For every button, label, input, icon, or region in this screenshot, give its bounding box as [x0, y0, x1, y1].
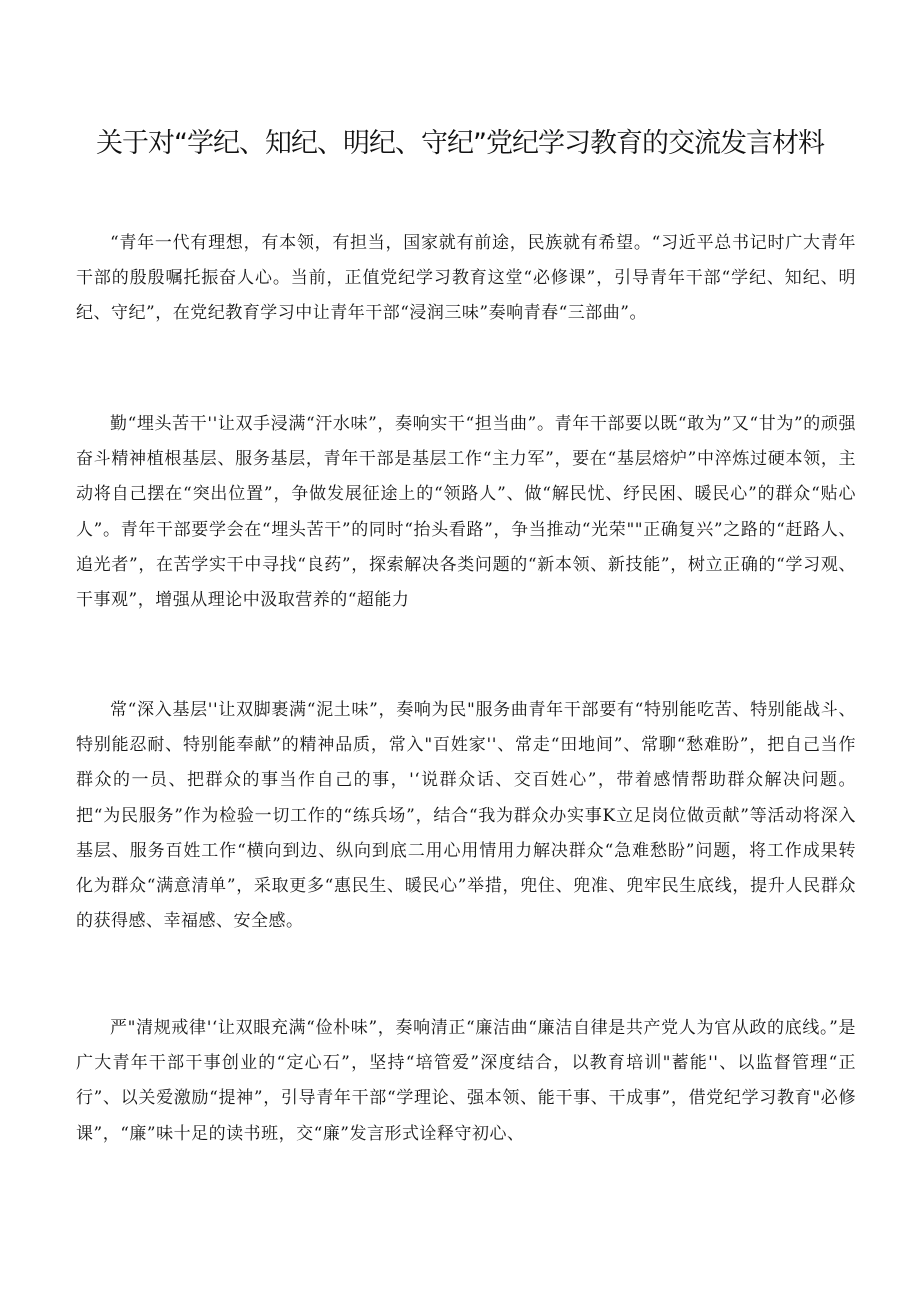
- paragraph-diligence: 勤“埋头苦干''让双手浸满“汗水味”，奏响实干“担当曲”。青年干部要以既“敢为”又“甘为”的顽强奋斗精神植根基层、服务基层，青年干部是基层工作“主力军”，要在“基层熔炉”中淬炼过硬本领，主动将自己摆在“突出位置”，争做发展征途上的“领路人”、做“解民忧、纾民困、暖民心”的群众“贴心人”。青年干部要学会在“埋头苦干”的同时“抬头看路”，争当推动“光荣""正确复兴”之路的“赶路人、追光者”，在苦学实干中寻找“良药”，探索解决各类问题的“新本领、新技能”，树立正确的“学习观、干事观”，增强从理论中汲取营养的“超能力: [76, 414, 856, 611]
- paragraph-discipline: 严"清规戒律'‘让双眼充满“俭朴味”，奏响清正“廉洁曲“廉洁自律是共产党人为官从政的底线。”是广大青年干部干事创业的“定心石”，坚持“培管爱”深度结合，以教育培训"蓄能''、以监督管理“正行”、以关爱激励“提神”，引导青年干部“学理论、强本领、能干事、干成事”，借党纪学习教育"必修课”，“廉”味十足的读书班，交“廉”发言形式诠释守初心、: [76, 1018, 856, 1144]
- paragraph-intro: “青年一代有理想，有本领，有担当，国家就有前途，民族就有希望。“习近平总书记时广大青年干部的殷殷嘱托振奋人心。当前，正值党纪学习教育这堂“必修课”，引导青年干部“学纪、知纪、明纪、守纪”，在党纪教育学习中让青年干部“浸润三味”奏响青春“三部曲”。: [76, 233, 856, 324]
- paragraph-grassroots: 常“深入基层''让双脚裹满“泥土味”，奏响为民"服务曲青年干部要有“特别能吃苦、特别能战斗、特别能忍耐、特别能奉献”的精神品质，常入"百姓家''、常走“田地间”、常聊“愁难盼”，把自己当作群众的一员、把群众的事当作自己的事，'‘说群众话、交百姓心”，带着感情帮助群众解决问题。把“为民服务”作为检验一切工作的“练兵场”，结合“我为群众办实事K立足岗位做贡献”等活动将深入基层、服务百姓工作“横向到边、纵向到底二用心用情用力解决群众“急难愁盼”问题，将工作成果转化为群众“满意清单”，采取更多“惠民生、暖民心”举措，兜住、兜准、兜牢民生底线，提升人民群众的获得感、幸福感、安全感。: [76, 700, 856, 932]
- document-title: 关于对“学纪、知纪、明纪、守纪”党纪学习教育的交流发言材料: [96, 128, 824, 159]
